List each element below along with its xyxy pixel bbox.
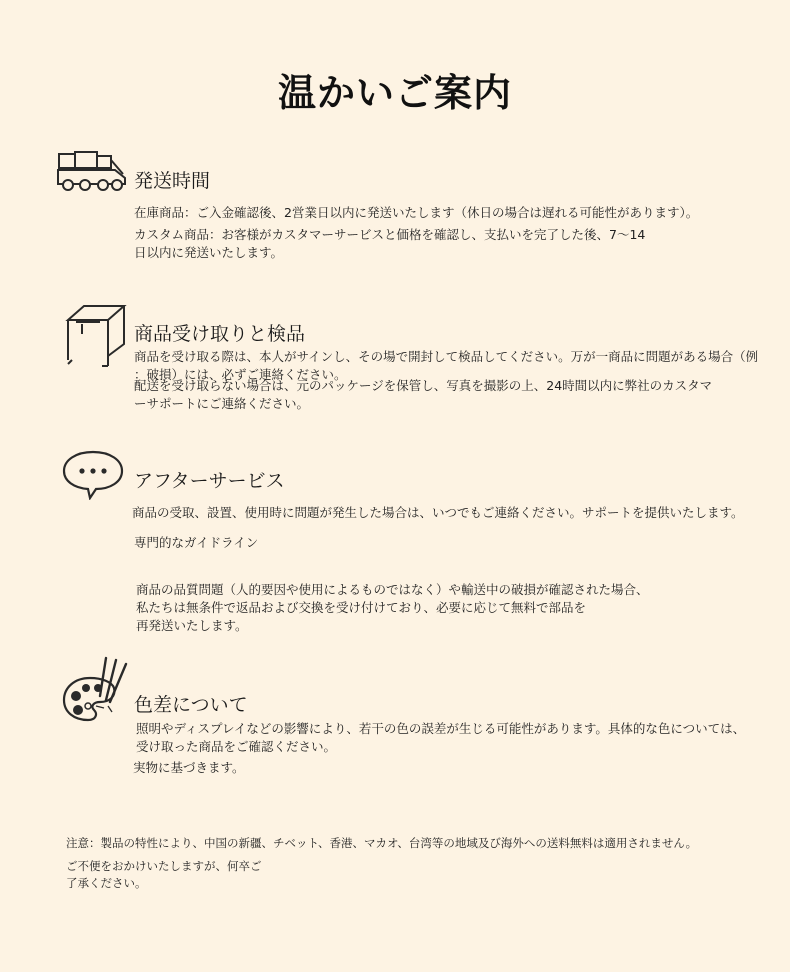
color-difference-text: 照明やディスプレイなどの影響により、若干の色の誤差が生じる可能性があります。具体的な色については、 受け取った商品をご確認ください。 <box>136 721 746 754</box>
color-actual-text: 実物に基づきます。 <box>133 760 245 775</box>
inspection-refuse-text: 配送を受け取らない場合は、元のパッケージを保管し、写真を撮影の上、24時間以内に弊社のカスタマ ーサポートにご連絡ください。 <box>134 378 713 411</box>
inspection-sign-text: 商品を受け取る際は、本人がサインし、その場で開封して検品してください。万が一商品に問題がある場合（例 ：破損）には、必ずご連絡ください。 <box>134 349 759 382</box>
section-heading-aftersales: アフターサービス <box>134 470 285 492</box>
open-box-icon <box>62 300 132 372</box>
speech-bubble-icon <box>60 448 126 500</box>
aftersales-return-text: 商品の品質問題（人的要因や使用によるものではなく）や輸送中の破損が確認された場合、 私たちは無条件で返品および交換を受け付けており、必要に応じて無料で部品を 再発送いたします。 <box>136 582 649 633</box>
aftersales-contact-text: 商品の受取、設置、使用時に問題が発生した場合は、いつでもご連絡ください。サポートを提供いたします。 <box>132 505 744 520</box>
section-heading-inspection: 商品受け取りと検品 <box>134 323 306 345</box>
section-heading-shipping: 発送時間 <box>134 170 211 192</box>
delivery-truck-icon <box>55 150 129 192</box>
paint-palette-icon <box>60 656 134 726</box>
aftersales-guideline-label: 専門的なガイドライン <box>134 535 259 550</box>
apology-note: ご不便をおかけいたしますが、何卒ご 了承ください。 <box>66 859 262 890</box>
page-title: 温かいご案内 <box>277 71 512 115</box>
shipping-exclusion-note: 注意：製品の特性により、中国の新疆、チベット、香港、マカオ、台湾等の地域及び海外への送料無料は適用されません。 <box>66 836 698 850</box>
shipping-custom-text: カスタム商品：お客様がカスタマーサービスと価格を確認し、支払いを完了した後、7〜14 日以内に発送いたします。 <box>134 227 646 260</box>
shipping-stock-text: 在庫商品：ご入金確認後、2営業日以内に発送いたします（休日の場合は遅れる可能性があります）。 <box>134 205 699 220</box>
section-heading-color: 色差について <box>134 694 248 716</box>
